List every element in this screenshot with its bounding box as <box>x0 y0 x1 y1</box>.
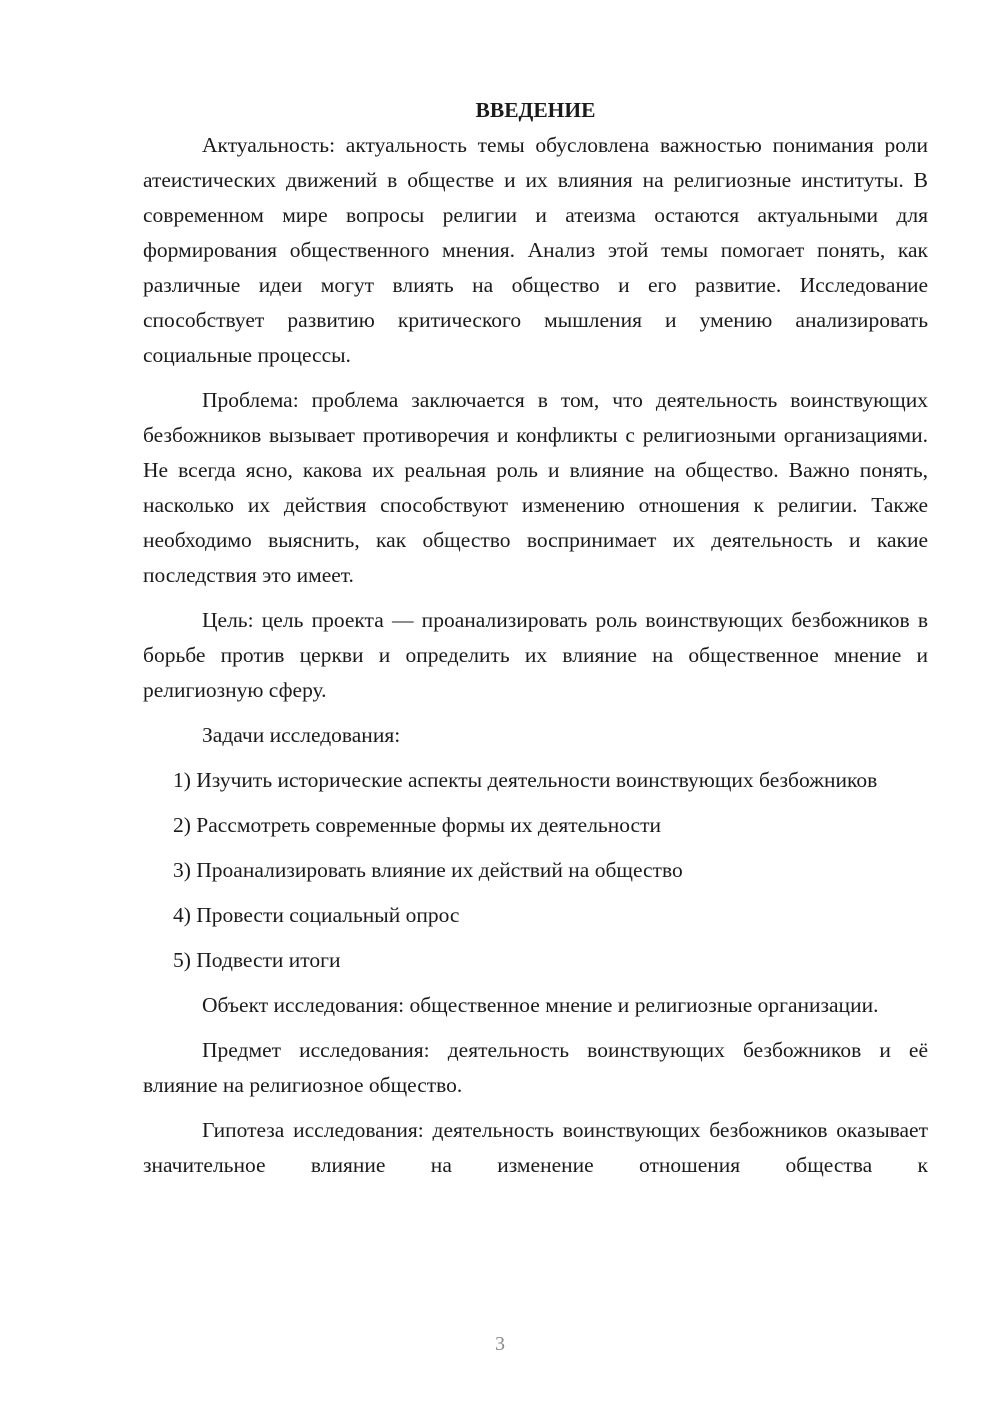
task-item-1: 1) Изучить исторические аспекты деятельности воинствующих безбожников <box>173 768 878 792</box>
task-item-3: 3) Проанализировать влияние их действий на общество <box>173 858 683 882</box>
subject-paragraph: Предмет исследования: деятельность воинствующих безбожников и её влияние на религиозное общество. <box>143 1038 928 1097</box>
problem-paragraph: Проблема: проблема заключается в том, что деятельность воинствующих безбожников вызывает противоречия и конфликты с религиозными организациями. Не всегда ясно, какова их реальная роль и влияние на общество. Важно понять, насколько их действия способствуют изменению отношения к религии. Также необходимо выяснить, как общество воспринимает их деятельность и какие последствия это имеет. <box>143 388 928 587</box>
page-title: ВВЕДЕНИЕ <box>475 98 596 122</box>
goal-paragraph: Цель: цель проекта — проанализировать роль воинствующих безбожников в борьбе против церкви и определить их влияние на общественное мнение и религиозную сферу. <box>143 608 928 702</box>
hypothesis-paragraph: Гипотеза исследования: деятельность воинствующих безбожников оказывает значительное влияние на изменение отношения общества к <box>143 1118 928 1177</box>
document-page <box>143 92 928 1183</box>
task-item-5: 5) Подвести итоги <box>173 948 341 972</box>
relevance-paragraph: Актуальность: актуальность темы обусловлена важностью понимания роли атеистических движений в обществе и их влияния на религиозные институты. В современном мире вопросы религии и атеизма остаются актуальными для формирования общественного мнения. Анализ этой темы помогает понять, как различные идеи могут влиять на общество и его развитие. Исследование способствует развитию критического мышления и умению анализировать социальные процессы. <box>143 133 928 367</box>
tasks-heading: Задачи исследования: <box>202 723 401 747</box>
object-paragraph: Объект исследования: общественное мнение и религиозные организации. <box>202 993 879 1017</box>
page-number: 3 <box>495 1333 505 1355</box>
task-item-4: 4) Провести социальный опрос <box>173 903 460 927</box>
task-item-2: 2) Рассмотреть современные формы их деятельности <box>173 813 661 837</box>
